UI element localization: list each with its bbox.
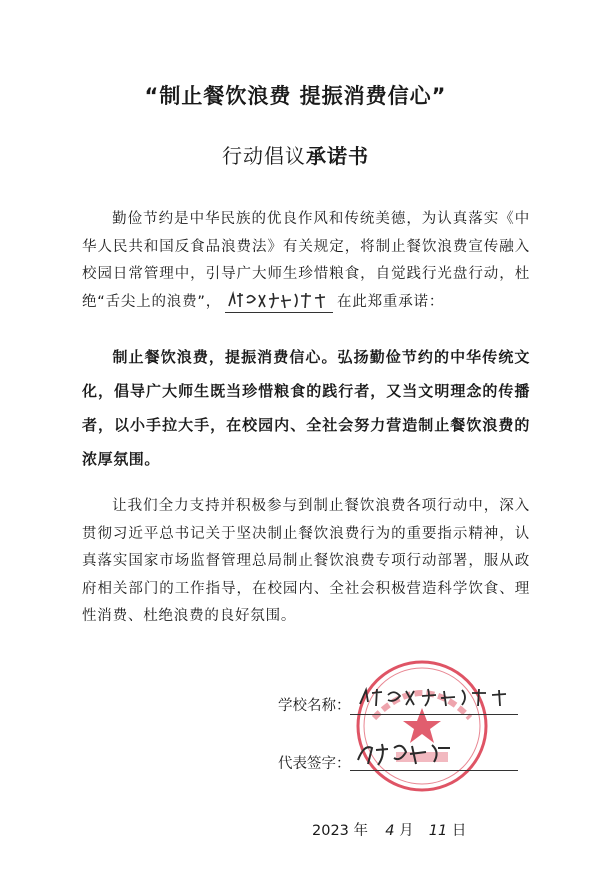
school-name-row: [278, 694, 351, 715]
date-day-unit: 日: [451, 823, 467, 839]
school-name-label: 学校名称：: [278, 698, 351, 714]
representative-scribble: [354, 740, 454, 768]
paragraph-pledge: [82, 340, 530, 476]
document-subtitle: [0, 140, 591, 169]
official-seal: [352, 656, 492, 796]
date-day: 11: [428, 823, 448, 839]
subtitle-bold: 承诺书: [306, 144, 369, 168]
school-name-handwriting: [354, 686, 514, 710]
call-to-action-text: 让我们全力支持并积极参与到制止餐饮浪费各项行动中，深入贯彻习近平总书记关于坚决制止餐饮浪费行为的重要指示精神，认真落实国家市场监督管理总局制止餐饮浪费专项行动部署，服从政府相关部门的工作指导，在校园内、全社会积极营造科学饮食、理性消费、杜绝浪费的良好氛围。: [82, 498, 530, 624]
date-month-unit: 月: [399, 823, 414, 839]
intro-text: 勤俭节约是中华民族的优良作风和传统美德，为认真落实《中华人民共和国反食品浪费法》有关规定，将制止餐饮浪费宣传融入校园日常管理中，引导广大师生珍惜粮食，自觉践行光盘行动，杜绝“舌尖上的浪费”，: [82, 211, 530, 310]
representative-signature: [354, 740, 454, 768]
school-name-scribble: [354, 686, 514, 710]
date-year-unit: 年: [353, 823, 369, 839]
representative-label: 代表签字：: [278, 756, 351, 772]
paragraph-call-to-action: [82, 493, 530, 631]
subtitle-plain: 行动倡议: [222, 144, 306, 168]
intro-text-end: 在此郑重承诺：: [337, 293, 445, 310]
date-month: 4: [385, 823, 395, 839]
handwritten-school-name: [225, 290, 333, 313]
date-year: 2023: [312, 823, 349, 839]
paragraph-intro: [82, 206, 530, 316]
document-title: “制止餐饮浪费 提振消费信心”: [144, 84, 447, 108]
date-row: [312, 819, 466, 840]
handwriting-scribble: [225, 290, 333, 312]
school-name-underline: [350, 714, 518, 715]
pledge-text: 制止餐饮浪费，提振消费信心。弘扬勤俭节约的中华传统文化，倡导广大师生既当珍惜粮食的践行者，又当文明理念的传播者，以小手拉大手，在校园内、全社会努力营造制止餐饮浪费的浓厚氛围。: [82, 348, 530, 468]
representative-underline: [350, 770, 518, 771]
representative-row: [278, 752, 351, 773]
